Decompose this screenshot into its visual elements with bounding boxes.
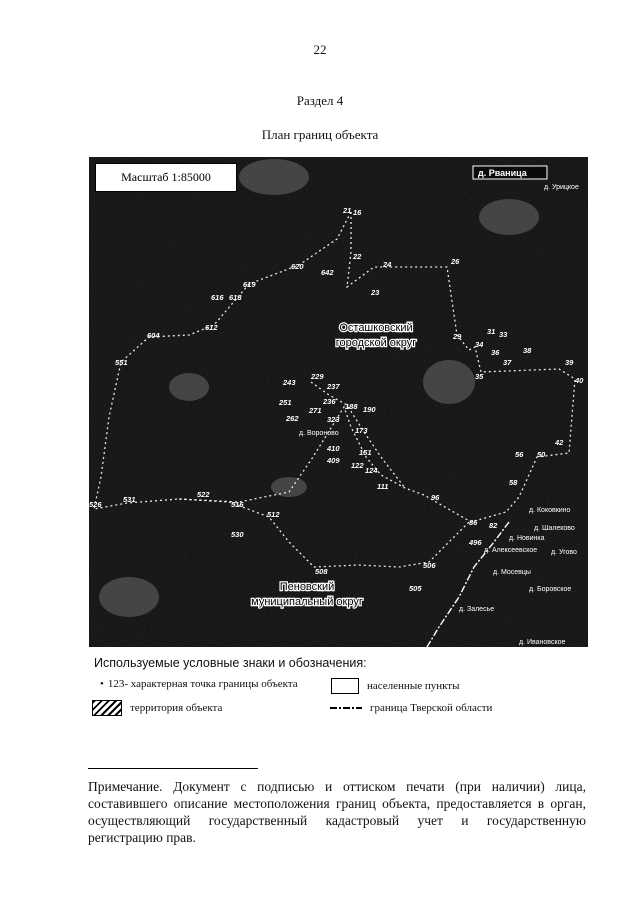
point-label: 35	[475, 372, 484, 381]
legend-item-border	[330, 702, 492, 714]
area-ostashkov-line2: городской округ	[335, 337, 417, 349]
settlement-shalekovo: д. Шалеково	[534, 525, 575, 532]
point-label: 42	[555, 438, 564, 447]
settlement-rvanitsa: д. Рваница	[478, 168, 527, 178]
point-label: 620	[291, 262, 304, 271]
point-label: 229	[311, 372, 324, 381]
point-label: 618	[229, 293, 242, 302]
point-label: 508	[315, 567, 328, 576]
point-label: 619	[243, 280, 256, 289]
area-penovo-line1: Пеновский	[279, 581, 335, 593]
point-label: 96	[431, 493, 440, 502]
point-marker-icon: •	[100, 678, 104, 690]
point-label: 23	[371, 288, 380, 297]
point-label: 16	[353, 208, 362, 217]
point-label: 410	[327, 444, 340, 453]
settlement-uritskoe: д. Урицкое	[544, 184, 579, 191]
dash-dot-line-icon	[330, 707, 362, 709]
legend-point-label: - характерная точка границы объекта	[124, 678, 298, 690]
point-label: 496	[469, 538, 482, 547]
point-label: 409	[327, 456, 340, 465]
point-label: 26	[451, 257, 460, 266]
point-label: 188	[345, 402, 358, 411]
point-label: 604	[147, 331, 160, 340]
point-label: 37	[503, 358, 512, 367]
footnote-divider	[88, 768, 258, 769]
point-label: 512	[267, 510, 280, 519]
point-label: 237	[327, 382, 340, 391]
point-label: 36	[491, 348, 500, 357]
legend-settlements-label: населенные пункты	[367, 680, 460, 692]
settlement-box-icon	[331, 678, 359, 694]
legend-point-example: 123	[107, 678, 125, 690]
point-label: 642	[321, 268, 334, 277]
footnote-text: Примечание. Документ с подписью и оттиском печати (при наличии) лица, составившего описание местоположения границ объекта, предоставляется в орган, осуществляющий государственный кадастровый учет и государственную регистрацию прав.	[88, 779, 586, 845]
point-label: 243	[283, 378, 296, 387]
legend-item-settlements	[331, 678, 460, 694]
point-label: 58	[509, 478, 518, 487]
point-label: 82	[489, 521, 498, 530]
point-label: 24	[383, 260, 392, 269]
point-label: 50	[537, 450, 546, 459]
point-label: 522	[197, 490, 210, 499]
point-label: 516	[231, 500, 244, 509]
hatch-icon	[92, 700, 122, 716]
point-label: 526	[89, 500, 102, 509]
page-number: 22	[313, 42, 327, 57]
point-label: 111	[377, 482, 389, 491]
point-label: 86	[469, 518, 478, 527]
legend-title: Используемые условные знаки и обозначения:	[94, 656, 367, 670]
point-label: 323	[327, 415, 340, 424]
point-label: 506	[423, 561, 436, 570]
point-label: 262	[286, 414, 299, 423]
area-ostashkov-line1: Осташковский	[339, 322, 413, 334]
map-canvas	[89, 157, 588, 647]
legend-item-point	[100, 678, 298, 690]
point-label: 124	[365, 466, 378, 475]
point-label: 122	[351, 461, 364, 470]
boundary-map	[89, 157, 588, 647]
settlement-novinka: д. Новинка	[509, 535, 545, 542]
section-title: Раздел 4	[296, 93, 344, 108]
legend-item-territory	[92, 700, 222, 716]
point-label: 505	[409, 584, 422, 593]
point-label: 151	[359, 448, 372, 457]
settlement-zales: д. Залесье	[459, 606, 495, 613]
point-label: 612	[205, 323, 218, 332]
legend-border-label: граница Тверской области	[370, 702, 493, 714]
point-label: 271	[309, 406, 322, 415]
point-label: 236	[323, 397, 336, 406]
point-label: 531	[123, 495, 136, 504]
point-label: 31	[487, 327, 496, 336]
point-label: 33	[499, 330, 508, 339]
point-label: 56	[515, 450, 524, 459]
point-label: 29	[453, 332, 462, 341]
settlement-borovskoe: д. Боровское	[529, 586, 572, 593]
plan-title: План границ объекта	[261, 127, 379, 142]
point-label: 38	[523, 346, 532, 355]
point-label: 173	[355, 426, 368, 435]
point-label: 39	[565, 358, 574, 367]
settlement-ugovo: д. Угово	[551, 549, 577, 556]
settlement-mosevtsy: д. Мосевцы	[493, 569, 531, 576]
settlement-voronovo: д. Вороново	[299, 430, 339, 437]
settlement-ivanovskoe: д. Ивановское	[519, 639, 566, 646]
point-label: 21	[343, 206, 352, 215]
legend-territory-label: территория объекта	[130, 702, 223, 714]
point-label: 616	[211, 293, 224, 302]
point-label: 551	[115, 358, 128, 367]
point-label: 530	[231, 530, 244, 539]
area-penovo-line2: муниципальный округ	[251, 596, 363, 608]
point-label: 40	[575, 376, 584, 385]
point-label: 34	[475, 340, 484, 349]
map-scale: Масштаб 1:85000	[95, 163, 237, 192]
point-label: 190	[363, 405, 376, 414]
settlement-alekseevskoe: д. Алексеевское	[484, 547, 538, 554]
point-label: 251	[279, 398, 292, 407]
point-label: 22	[353, 252, 362, 261]
settlement-kokovkino: д. Коковкино	[529, 507, 571, 514]
